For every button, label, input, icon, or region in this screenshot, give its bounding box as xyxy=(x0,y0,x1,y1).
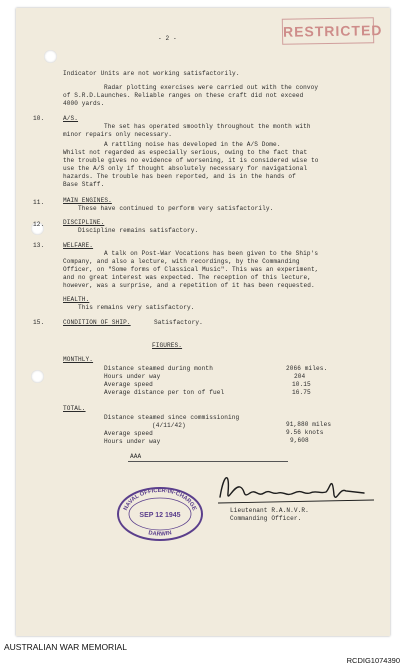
section-text: These have continued to perform very satisfactorily. xyxy=(78,205,274,212)
figure-label: Average speed xyxy=(104,381,153,388)
section-number: 12. xyxy=(33,221,45,228)
section-text: and no great interest was expected. The reception of this lecture, xyxy=(63,274,311,281)
document-page xyxy=(16,8,390,636)
figure-label: Hours under way xyxy=(104,438,161,445)
section-text: hazards. The trouble has been reported, and is in the hands of xyxy=(63,173,296,180)
section-heading: A/S. xyxy=(63,115,79,122)
figure-value: 16.75 xyxy=(292,389,311,396)
section-heading: WELFARE. xyxy=(63,242,94,249)
section-text: use the A/S only if thought absolutely necessary for navigational xyxy=(63,165,308,172)
figure-label: Distance steamed since commissioning xyxy=(104,414,240,421)
section-text: A rattling noise has developed in the A/S Dome. xyxy=(104,141,281,148)
restricted-stamp: RESTRICTED xyxy=(282,17,374,45)
section-text: minor repairs only necessary. xyxy=(63,131,172,138)
section-text: Discipline remains satisfactory. xyxy=(78,227,199,234)
section-heading: MAIN ENGINES. xyxy=(63,197,112,204)
svg-text:NAVAL OFFICER-IN-CHARGE xyxy=(123,488,197,512)
intro-line: Indicator Units are not working satisfactorily. xyxy=(63,70,240,77)
end-mark: AAA xyxy=(130,453,142,460)
section-text: the trouble gives no evidence of worsening, it is considered wise to xyxy=(63,157,319,164)
footer-source: AUSTRALIAN WAR MEMORIAL xyxy=(4,642,127,652)
section-text: Satisfactory. xyxy=(154,319,203,326)
section-heading: HEALTH. xyxy=(63,296,90,303)
section-text: Officer, on "Some forms of Classical Music". This was an experiment, xyxy=(63,266,319,273)
intro-para-line: 4000 yards. xyxy=(63,100,105,107)
section-text: The set has operated smoothly throughout the month with xyxy=(104,123,311,130)
monthly-label: MONTHLY. xyxy=(63,356,94,363)
seal-top-text: NAVAL OFFICER-IN-CHARGE xyxy=(123,487,197,512)
figure-value: 9,608 xyxy=(290,437,309,444)
section-text: A talk on Post-War Vocations has been given to the Ship's xyxy=(104,250,319,257)
section-number: 15. xyxy=(33,319,45,326)
seal-bottom-text: DARWIN xyxy=(147,530,173,538)
footer-id: RCDIG1074390 xyxy=(346,656,400,665)
section-text: Base Staff. xyxy=(63,181,105,188)
figures-title: FIGURES. xyxy=(152,342,183,349)
section-heading: DISCIPLINE. xyxy=(63,219,105,226)
figure-value: 10.15 xyxy=(292,381,311,388)
figure-label: Hours under way xyxy=(104,373,161,380)
figure-value: 204 xyxy=(294,373,306,380)
seal-date: SEP 12 1945 xyxy=(139,512,181,519)
figure-label: (4/11/42) xyxy=(152,422,186,429)
signatory-title: Commanding Officer. xyxy=(230,515,302,522)
section-text: however, was a surprise, and a repetition of it has been requested. xyxy=(63,282,315,289)
intro-para-line: Radar plotting exercises were carried out with the convoy xyxy=(104,84,319,91)
signatory-rank: Lieutenant R.A.N.V.R. xyxy=(230,507,309,514)
section-number: 11. xyxy=(33,199,45,206)
svg-text:DARWIN xyxy=(148,530,172,537)
figure-label: Distance steamed during month xyxy=(104,365,213,372)
punch-hole xyxy=(44,50,57,63)
naval-seal xyxy=(116,486,204,542)
section-text: Company, and also a lecture, with recordings, by the Commanding xyxy=(63,258,300,265)
punch-hole xyxy=(31,370,44,383)
intro-para-line: of S.R.D.Launches. Reliable ranges on these craft did not exceed xyxy=(63,92,304,99)
figure-value: 9.56 knots xyxy=(286,429,324,436)
section-number: 10. xyxy=(33,115,45,122)
figure-label: Average distance per ton of fuel xyxy=(104,389,225,396)
section-number: 13. xyxy=(33,242,45,249)
figure-value: 91,880 miles xyxy=(286,421,332,428)
figure-value: 2066 miles. xyxy=(286,365,328,372)
signature xyxy=(214,463,384,511)
divider-line xyxy=(128,461,288,462)
section-heading: CONDITION OF SHIP. xyxy=(63,319,131,326)
section-text: This remains very satisfactory. xyxy=(78,304,195,311)
figure-label: Average speed xyxy=(104,430,153,437)
total-label: TOTAL. xyxy=(63,405,86,412)
section-text: Whilst not regarded as especially serious, owing to the fact that xyxy=(63,149,308,156)
page-number: - 2 - xyxy=(158,35,177,42)
